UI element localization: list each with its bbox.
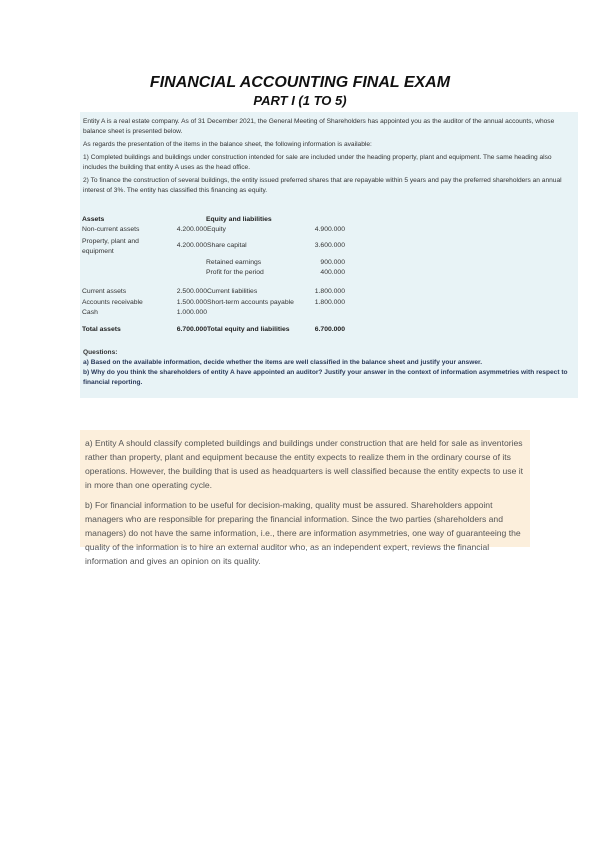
- question-a: a) Based on the available information, decide whether the items are well classified in the balance sheet and justify your answer.: [83, 359, 483, 366]
- liability-value: 1.800.000: [314, 288, 345, 295]
- total-assets-label: Total assets: [82, 326, 121, 333]
- total-assets-value: 6.700.000: [176, 326, 207, 333]
- asset-value: 1.500.000: [176, 299, 207, 306]
- liability-value: 3.600.000: [314, 242, 345, 249]
- liability-label: Short-term accounts payable: [207, 299, 294, 306]
- liability-label: Equity: [207, 226, 226, 233]
- case-intro: Entity A is a real estate company. As of 31 December 2021, the General Meeting of Shareholders has appointed you as the auditor of the annual accounts, whose balance sheet is presented below.: [83, 118, 555, 135]
- asset-label: Non-current assets: [82, 226, 140, 233]
- asset-value: 2.500.000: [176, 288, 207, 295]
- asset-value: 4.200.000: [176, 226, 207, 233]
- case-point-1: 1) Completed buildings and buildings under construction intended for sale are included under the heading property, plant and equipment. The same heading also includes the building that entity A uses as the head office.: [83, 154, 552, 171]
- asset-label: Current assets: [82, 288, 127, 295]
- exam-title: FINANCIAL ACCOUNTING FINAL EXAM: [149, 74, 451, 91]
- liability-value: 400.000: [320, 269, 345, 276]
- answer-a: a) Entity A should classify completed buildings and buildings under construction that are held for sale as inventories rather than property, plant and equipment because the entity expects to realize them in the ordinary course of its operations. However, the building that is used as headquarters is well classified because the entity expects to use it in more than one operating cycle.: [85, 438, 524, 490]
- case-box: [80, 112, 578, 398]
- asset-label: Cash: [82, 309, 98, 316]
- asset-value: 4.200.000: [176, 242, 207, 249]
- liability-value: 900.000: [320, 259, 345, 266]
- asset-label: Property, plant and equipment: [82, 238, 139, 255]
- asset-value: 1.000.000: [176, 309, 207, 316]
- liabilities-header: Equity and liabilities: [206, 216, 272, 223]
- liability-label: Current liabilities: [207, 288, 258, 295]
- liability-label: Retained earnings: [206, 259, 262, 266]
- case-point-2: 2) To finance the construction of several buildings, the entity issued preferred shares that are repayable within 5 years and pay the preferred shareholders an annual interest of 3%. The entity has classified this financing as equity.: [83, 177, 562, 194]
- question-b: b) Why do you think the shareholders of entity A have appointed an auditor? Justify your answer in the context of information asymmetries with respect to financial reporting.: [83, 369, 568, 386]
- liability-value: 4.900.000: [314, 226, 345, 233]
- questions-header: Questions:: [83, 349, 118, 356]
- asset-label: Accounts receivable: [82, 299, 143, 306]
- answer-b: b) For financial information to be useful for decision-making, quality must be assured. Shareholders appoint managers who are responsible for preparing the financial information. Since the two parties (shareholders and managers) do not have the same information, i.e., there are information asymmetries, one way of guaranteeing the quality of the information is to hire an external auditor who, as an independent expert, reviews the financial information and gives an opinion on its quality.: [85, 500, 521, 566]
- case-info-lead: As regards the presentation of the items in the balance sheet, the following information is available:: [83, 141, 372, 148]
- total-liabilities-label: Total equity and liabilities: [207, 326, 290, 333]
- exam-subtitle: PART I (1 TO 5): [253, 93, 347, 108]
- liability-label: Profit for the period: [206, 269, 264, 276]
- assets-header: Assets: [82, 216, 105, 223]
- liability-label: Share capital: [207, 242, 247, 249]
- answer-box: [80, 430, 530, 566]
- liability-value: 1.800.000: [314, 299, 345, 306]
- total-liabilities-value: 6.700.000: [314, 326, 345, 333]
